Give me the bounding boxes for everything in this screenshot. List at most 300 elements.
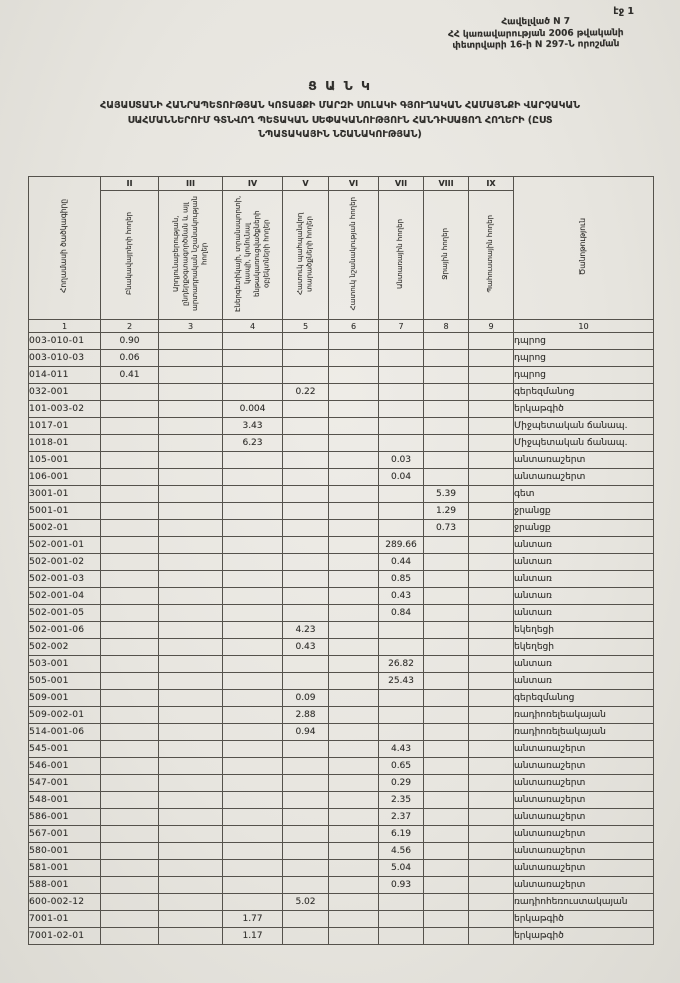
land-use-note: անտառ: [514, 673, 654, 690]
area-value: [424, 826, 469, 843]
area-value: [379, 418, 424, 435]
area-value: [283, 843, 329, 860]
area-value: [379, 928, 424, 945]
parcel-code: 5001-01: [29, 503, 101, 520]
table-row: [29, 605, 654, 622]
area-value: 4.43: [379, 741, 424, 758]
area-value: [159, 588, 223, 605]
area-value: [424, 384, 469, 401]
area-value: [223, 486, 283, 503]
appendix-line: Հավելված N 7: [501, 16, 571, 28]
table-row: [29, 809, 654, 826]
area-value: 0.43: [283, 639, 329, 656]
area-value: [101, 911, 159, 928]
area-value: [159, 350, 223, 367]
area-value: 0.03: [379, 452, 424, 469]
area-value: [101, 826, 159, 843]
area-value: 0.004: [223, 401, 283, 418]
table-body: [29, 333, 654, 945]
table-row: [29, 503, 654, 520]
area-value: [223, 384, 283, 401]
table-row: [29, 707, 654, 724]
area-value: [424, 928, 469, 945]
area-value: [283, 656, 329, 673]
area-value: 26.82: [379, 656, 424, 673]
land-use-note: անտառաշերտ: [514, 758, 654, 775]
area-value: [159, 928, 223, 945]
area-value: [469, 826, 514, 843]
column-number: 5: [283, 320, 329, 333]
area-value: 0.22: [283, 384, 329, 401]
area-value: 1.77: [223, 911, 283, 928]
area-value: [223, 741, 283, 758]
table-row: [29, 894, 654, 911]
area-value: [424, 639, 469, 656]
area-value: [283, 469, 329, 486]
area-value: [469, 418, 514, 435]
area-value: [469, 741, 514, 758]
area-value: [101, 435, 159, 452]
column-number: 4: [223, 320, 283, 333]
area-value: [283, 520, 329, 537]
parcel-code: 580-001: [29, 843, 101, 860]
area-value: [329, 928, 379, 945]
column-numbers-row: [29, 320, 654, 333]
area-value: [379, 486, 424, 503]
area-value: [223, 622, 283, 639]
category-header-label: Հատուկ պահպանվող տարածքների հողեր: [296, 212, 314, 295]
area-value: [469, 367, 514, 384]
column-number: 7: [379, 320, 424, 333]
parcel-code: 567-001: [29, 826, 101, 843]
area-value: [424, 707, 469, 724]
parcel-code: 502-001-05: [29, 605, 101, 622]
area-value: [469, 333, 514, 350]
area-value: [223, 707, 283, 724]
area-value: [424, 554, 469, 571]
parcel-code: 7001-01: [29, 911, 101, 928]
area-value: [379, 333, 424, 350]
land-use-note: անտառաշերտ: [514, 809, 654, 826]
area-value: [101, 741, 159, 758]
land-use-note: անտառաշերտ: [514, 792, 654, 809]
area-value: [424, 418, 469, 435]
area-value: [223, 775, 283, 792]
area-value: [101, 673, 159, 690]
area-value: [329, 367, 379, 384]
area-value: [223, 554, 283, 571]
table-row: [29, 724, 654, 741]
table-row: [29, 690, 654, 707]
area-value: [469, 673, 514, 690]
area-value: [223, 588, 283, 605]
category-header: [283, 191, 329, 320]
area-value: [283, 741, 329, 758]
area-value: 0.85: [379, 571, 424, 588]
appendix-line: ՀՀ կառավարության 2006 թվականի: [448, 27, 625, 40]
area-value: [223, 333, 283, 350]
area-value: [469, 622, 514, 639]
area-value: [469, 775, 514, 792]
note-column-header-label: Ծանոթություն: [578, 217, 588, 276]
area-value: [469, 894, 514, 911]
area-value: 0.09: [283, 690, 329, 707]
parcel-code: 032-001: [29, 384, 101, 401]
area-value: [379, 639, 424, 656]
area-value: [283, 826, 329, 843]
area-value: [223, 673, 283, 690]
area-value: [329, 435, 379, 452]
area-value: [159, 452, 223, 469]
land-use-note: անտառ: [514, 588, 654, 605]
parcel-code: 3001-01: [29, 486, 101, 503]
category-header: [159, 191, 223, 320]
area-value: [101, 401, 159, 418]
area-value: [424, 571, 469, 588]
table-row: [29, 571, 654, 588]
land-use-note: դպրոց: [514, 333, 654, 350]
table-row: [29, 333, 654, 350]
column-number: 8: [424, 320, 469, 333]
area-value: [424, 690, 469, 707]
area-value: [283, 401, 329, 418]
area-value: [379, 503, 424, 520]
area-value: 0.44: [379, 554, 424, 571]
table-row: [29, 826, 654, 843]
area-value: [101, 520, 159, 537]
column-numeral: IV: [223, 177, 283, 191]
table-row: [29, 486, 654, 503]
area-value: 1.29: [424, 503, 469, 520]
category-header-label: Պահուստային հողեր: [486, 214, 495, 293]
area-value: [101, 894, 159, 911]
area-value: [223, 537, 283, 554]
area-value: [329, 554, 379, 571]
table-row: [29, 758, 654, 775]
area-value: [329, 622, 379, 639]
area-value: [329, 588, 379, 605]
area-value: [329, 605, 379, 622]
area-value: 2.37: [379, 809, 424, 826]
code-column-header-label: Հողամասի ծածկագիրը: [59, 199, 69, 294]
document-subtitle: [18, 99, 662, 143]
area-value: [469, 486, 514, 503]
parcel-code: 003-010-01: [29, 333, 101, 350]
table-row: [29, 384, 654, 401]
area-value: [329, 724, 379, 741]
column-number: 6: [329, 320, 379, 333]
area-value: [159, 469, 223, 486]
area-value: [283, 435, 329, 452]
area-value: [283, 571, 329, 588]
area-value: [159, 656, 223, 673]
area-value: [101, 877, 159, 894]
table-row: [29, 673, 654, 690]
area-value: [329, 843, 379, 860]
table-row: [29, 418, 654, 435]
land-use-note: անտառաշերտ: [514, 826, 654, 843]
area-value: [424, 860, 469, 877]
area-value: [469, 503, 514, 520]
land-use-note: երկաթգիծ: [514, 928, 654, 945]
column-numeral: VII: [379, 177, 424, 191]
column-numeral: VIII: [424, 177, 469, 191]
area-value: 0.73: [424, 520, 469, 537]
land-use-note: անտառաշերտ: [514, 469, 654, 486]
area-value: [159, 333, 223, 350]
land-use-note: անտառաշերտ: [514, 452, 654, 469]
parcel-code: 502-001-02: [29, 554, 101, 571]
table-row: [29, 401, 654, 418]
area-value: [424, 809, 469, 826]
area-value: [379, 724, 424, 741]
table-row: [29, 554, 654, 571]
area-value: [469, 690, 514, 707]
area-value: 5.39: [424, 486, 469, 503]
table-row: [29, 792, 654, 809]
area-value: [469, 860, 514, 877]
land-use-note: եկեղեցի: [514, 639, 654, 656]
area-value: [469, 877, 514, 894]
appendix-line: փետրվարի 16-ի N 297-Ն որոշման: [452, 39, 620, 52]
area-value: [469, 588, 514, 605]
area-value: [329, 469, 379, 486]
area-value: [329, 503, 379, 520]
parcel-code: 105-001: [29, 452, 101, 469]
area-value: [223, 809, 283, 826]
table-row: [29, 843, 654, 860]
area-value: [329, 656, 379, 673]
column-numeral: V: [283, 177, 329, 191]
parcel-code: 548-001: [29, 792, 101, 809]
parcel-code: 502-001-04: [29, 588, 101, 605]
area-value: [329, 758, 379, 775]
area-value: [223, 826, 283, 843]
category-header: [329, 191, 379, 320]
column-number: 2: [101, 320, 159, 333]
area-value: [223, 571, 283, 588]
area-value: 0.04: [379, 469, 424, 486]
column-numeral: VI: [329, 177, 379, 191]
category-header-label: Ջրային հողեր: [441, 227, 450, 280]
code-column-header: [29, 177, 101, 320]
area-value: [101, 775, 159, 792]
column-numeral: II: [101, 177, 159, 191]
land-use-note: ջրանցք: [514, 520, 654, 537]
area-value: 289.66: [379, 537, 424, 554]
area-value: [223, 894, 283, 911]
table-row: [29, 775, 654, 792]
area-value: [159, 673, 223, 690]
area-value: [329, 418, 379, 435]
area-value: [283, 418, 329, 435]
area-value: [159, 605, 223, 622]
area-value: [424, 741, 469, 758]
area-value: [283, 758, 329, 775]
area-value: 3.43: [223, 418, 283, 435]
area-value: [329, 486, 379, 503]
area-value: [379, 707, 424, 724]
parcel-code: 7001-02-01: [29, 928, 101, 945]
area-value: [469, 792, 514, 809]
category-header-label: Հատուկ նշանակության հողեր: [348, 196, 357, 311]
document-title: Ց Ա Ն Կ: [308, 78, 372, 93]
area-value: [159, 894, 223, 911]
area-value: [223, 877, 283, 894]
area-value: [424, 656, 469, 673]
note-column-header: [514, 177, 654, 320]
area-value: [101, 843, 159, 860]
column-number: 1: [29, 320, 101, 333]
area-value: 6.19: [379, 826, 424, 843]
area-value: [424, 469, 469, 486]
area-value: [424, 452, 469, 469]
area-value: [424, 605, 469, 622]
area-value: [329, 639, 379, 656]
land-use-note: դպրոց: [514, 367, 654, 384]
land-use-note: անտառաշերտ: [514, 877, 654, 894]
land-use-note: գերեզմանոց: [514, 690, 654, 707]
table-row: [29, 435, 654, 452]
land-use-note: Միջպետական ճանապ.: [514, 435, 654, 452]
area-value: [283, 928, 329, 945]
subtitle-line: ՀԱՅԱՍՏԱՆԻ ՀԱՆՐԱՊԵՏՈՒԹՅԱՆ ԿՈՏԱՅՔԻ ՄԱՐԶԻ ՍՈԼԱԿԻ ԳՅՈՒՂԱԿԱՆ ՀԱՄԱՅՆՔԻ ՎԱՐՉԱԿԱՆ: [100, 100, 580, 111]
land-use-note: անտառ: [514, 605, 654, 622]
area-value: [159, 707, 223, 724]
area-value: [379, 911, 424, 928]
area-value: [101, 860, 159, 877]
area-value: [159, 877, 223, 894]
area-value: [424, 894, 469, 911]
area-value: [159, 809, 223, 826]
area-value: [469, 724, 514, 741]
area-value: [379, 384, 424, 401]
area-value: [101, 418, 159, 435]
parcel-code: 106-001: [29, 469, 101, 486]
area-value: [329, 792, 379, 809]
land-use-note: անտառաշերտ: [514, 860, 654, 877]
land-use-note: անտառ: [514, 554, 654, 571]
area-value: [329, 877, 379, 894]
area-value: [283, 350, 329, 367]
column-number: 10: [514, 320, 654, 333]
area-value: 0.29: [379, 775, 424, 792]
area-value: [424, 911, 469, 928]
area-value: [424, 775, 469, 792]
area-value: [159, 537, 223, 554]
area-value: [101, 486, 159, 503]
area-value: 0.65: [379, 758, 424, 775]
area-value: [424, 435, 469, 452]
area-value: [159, 843, 223, 860]
area-value: [223, 350, 283, 367]
area-value: [223, 520, 283, 537]
area-value: [159, 639, 223, 656]
area-value: [424, 350, 469, 367]
parcel-code: 502-001-01: [29, 537, 101, 554]
parcel-code: 509-002-01: [29, 707, 101, 724]
land-use-note: եկեղեցի: [514, 622, 654, 639]
category-header: [223, 191, 283, 320]
table-row: [29, 452, 654, 469]
area-value: [469, 520, 514, 537]
area-value: [329, 384, 379, 401]
area-value: [101, 554, 159, 571]
area-value: [101, 622, 159, 639]
area-value: [101, 758, 159, 775]
area-value: [101, 537, 159, 554]
parcel-code: 003-010-03: [29, 350, 101, 367]
area-value: 5.02: [283, 894, 329, 911]
appendix-reference: [448, 16, 624, 53]
area-value: [223, 605, 283, 622]
area-value: [424, 843, 469, 860]
area-value: [159, 724, 223, 741]
area-value: [101, 690, 159, 707]
table-row: [29, 911, 654, 928]
area-value: [283, 911, 329, 928]
table-row: [29, 537, 654, 554]
table-row: [29, 741, 654, 758]
area-value: [329, 809, 379, 826]
area-value: [469, 350, 514, 367]
category-header: [379, 191, 424, 320]
area-value: [469, 452, 514, 469]
area-value: [329, 775, 379, 792]
area-value: [329, 350, 379, 367]
area-value: [159, 622, 223, 639]
area-value: [159, 435, 223, 452]
parcel-code: 514-001-06: [29, 724, 101, 741]
land-use-note: գետ: [514, 486, 654, 503]
area-value: 0.43: [379, 588, 424, 605]
area-value: [469, 469, 514, 486]
parcel-code: 502-001-03: [29, 571, 101, 588]
parcel-code: 546-001: [29, 758, 101, 775]
category-header-label: Բնակավայրերի հողեր: [124, 212, 133, 295]
area-value: [329, 452, 379, 469]
area-value: 2.35: [379, 792, 424, 809]
area-value: [379, 520, 424, 537]
area-value: [223, 843, 283, 860]
area-value: [424, 333, 469, 350]
parcel-code: 1018-01: [29, 435, 101, 452]
parcel-code: 1017-01: [29, 418, 101, 435]
area-value: [159, 860, 223, 877]
area-value: [379, 622, 424, 639]
area-value: [283, 333, 329, 350]
land-use-note: ռադիոհեռուստակայան: [514, 894, 654, 911]
area-value: [223, 792, 283, 809]
area-value: [283, 605, 329, 622]
area-value: [424, 622, 469, 639]
area-value: [223, 367, 283, 384]
area-value: [424, 588, 469, 605]
area-value: [329, 690, 379, 707]
area-value: [101, 469, 159, 486]
area-value: [159, 401, 223, 418]
area-value: [469, 605, 514, 622]
area-value: [469, 537, 514, 554]
subtitle-line: ՆՊԱՏԱԿԱՅԻՆ ՆՇԱՆԱԿՈՒԹՅԱՆ): [258, 129, 422, 141]
area-value: [223, 503, 283, 520]
area-value: [159, 826, 223, 843]
table-row: [29, 622, 654, 639]
area-value: [424, 673, 469, 690]
parcel-code: 5002-01: [29, 520, 101, 537]
area-value: 25.43: [379, 673, 424, 690]
area-value: [283, 554, 329, 571]
